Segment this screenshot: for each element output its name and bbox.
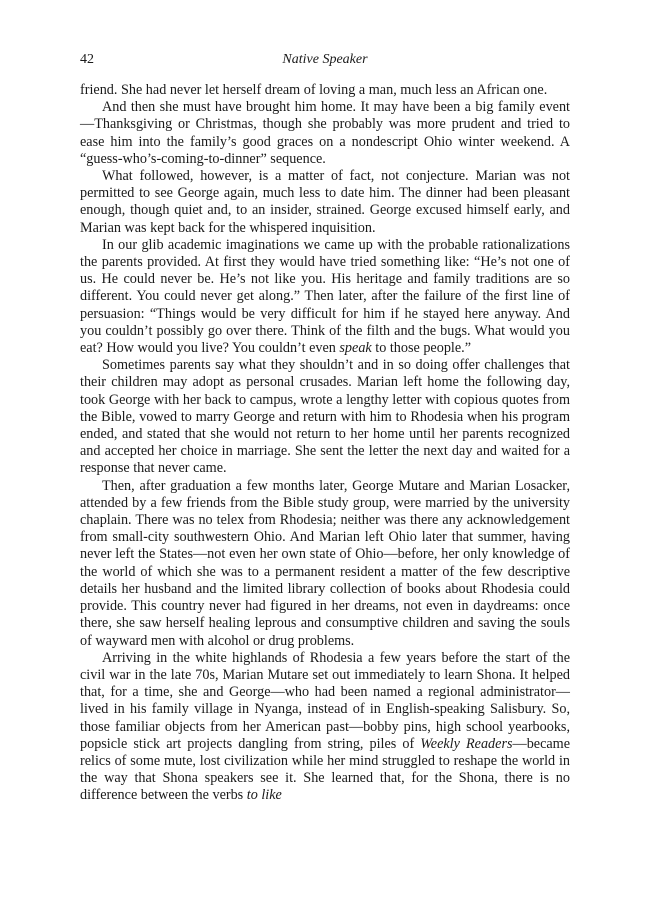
text-run: Then, after graduation a few months later, George Mutare and Marian Losacker, attended by a few friends from the Bible study group, were married by the university chaplain. There was no telex from Rhodesia; neither was there any acknowledgement from small-city southwestern Ohio. And Marian left Ohio later that summer, having never left the States—not even her own state of Ohio—before, her only knowledge of the world of which she was to a permanent resident a matter of the few descriptive details her husband and the limited library collection of books about Rhodesia could provide. This country never had figured in her dreams, not even in daydreams: once there, she saw herself healing leprous and consumptive children and saving the souls of wayward men with alcohol or drug problems.: [80, 477, 570, 649]
text-run: Sometimes parents say what they shouldn’t and in so doing offer challenges that their children may adopt as personal crusades. Marian left home the following day, took George with her back to campus, wrote a lengthy letter with copious quotes from the Bible, vowed to marry George and return with him to Rhodesia when his program ended, and stated that she would not return to her home until her parents recognized and accepted her choice in marriage. She sent the letter the next day and waited for a response that never came.: [80, 357, 570, 477]
text-run: —became relics of some mute, lost civilization while her mind struggled to reshape the world in the way that Shona speakers see it. She learned that, for the Shona, there is no difference between the verbs: [80, 735, 571, 804]
text-run: friend. She had never let herself dream of loving a man, much less an African one.: [80, 82, 548, 98]
italic-text: to like: [246, 787, 282, 804]
paragraph: [80, 99, 570, 168]
italic-text: speak: [339, 340, 372, 357]
paragraph: [80, 237, 570, 357]
paragraph: [80, 82, 570, 99]
running-title: Native Speaker: [282, 52, 368, 67]
text-run: And then she must have brought him home. It may have been a big family event—Thanksgiving or Christmas, though she probably was more prudent and tried to ease him into the family’s good graces on a nondescript Ohio winter weekend. A “guess-who’s-coming-to-dinner” sequence.: [80, 99, 570, 167]
paragraph: [80, 478, 570, 650]
paragraph: [80, 357, 570, 477]
book-page: [80, 52, 570, 805]
paragraph: [80, 650, 570, 805]
paragraph: [80, 168, 570, 237]
text-run: In our glib academic imaginations we came up with the probable rationalizations the parents provided. At first they would have tried something like: “He’s not one of us. He could never be. He’s not like you. His heritage and family traditions are so different. You could never get along.” Then later, after the failure of the first line of persuasion: “Things would be very difficult for him if he stayed here anyway. And you couldn’t possibly go over there. Think of the filth and the bugs. What would you eat? How would you live? You couldn’t even: [80, 236, 570, 357]
page-number: 42: [80, 52, 94, 67]
italic-text: Weekly Readers: [420, 735, 513, 752]
text-run: Arriving in the white highlands of Rhodesia a few years before the start of the civil war in the late 70s, Marian Mutare set out immediately to learn Shona. It helped that, for a time, she and George—who had been named a regional administrator—lived in his family village in Nyanga, instead of in English-speaking Salisbury. So, those familiar objects from her American past—bobby pins, high school yearbooks, popsicle stick art projects dangling from string, piles of: [80, 649, 570, 752]
text-run: to those people.”: [371, 340, 472, 357]
body-text: [80, 82, 570, 805]
page-header: [80, 52, 570, 74]
text-run: What followed, however, is a matter of fact, not conjecture. Marian was not permitted to see George again, much less to date him. The dinner had been pleasant enough, though quiet and, to an insider, strained. George excused himself early, and Marian was kept back for the whispered inquisition.: [80, 168, 570, 236]
